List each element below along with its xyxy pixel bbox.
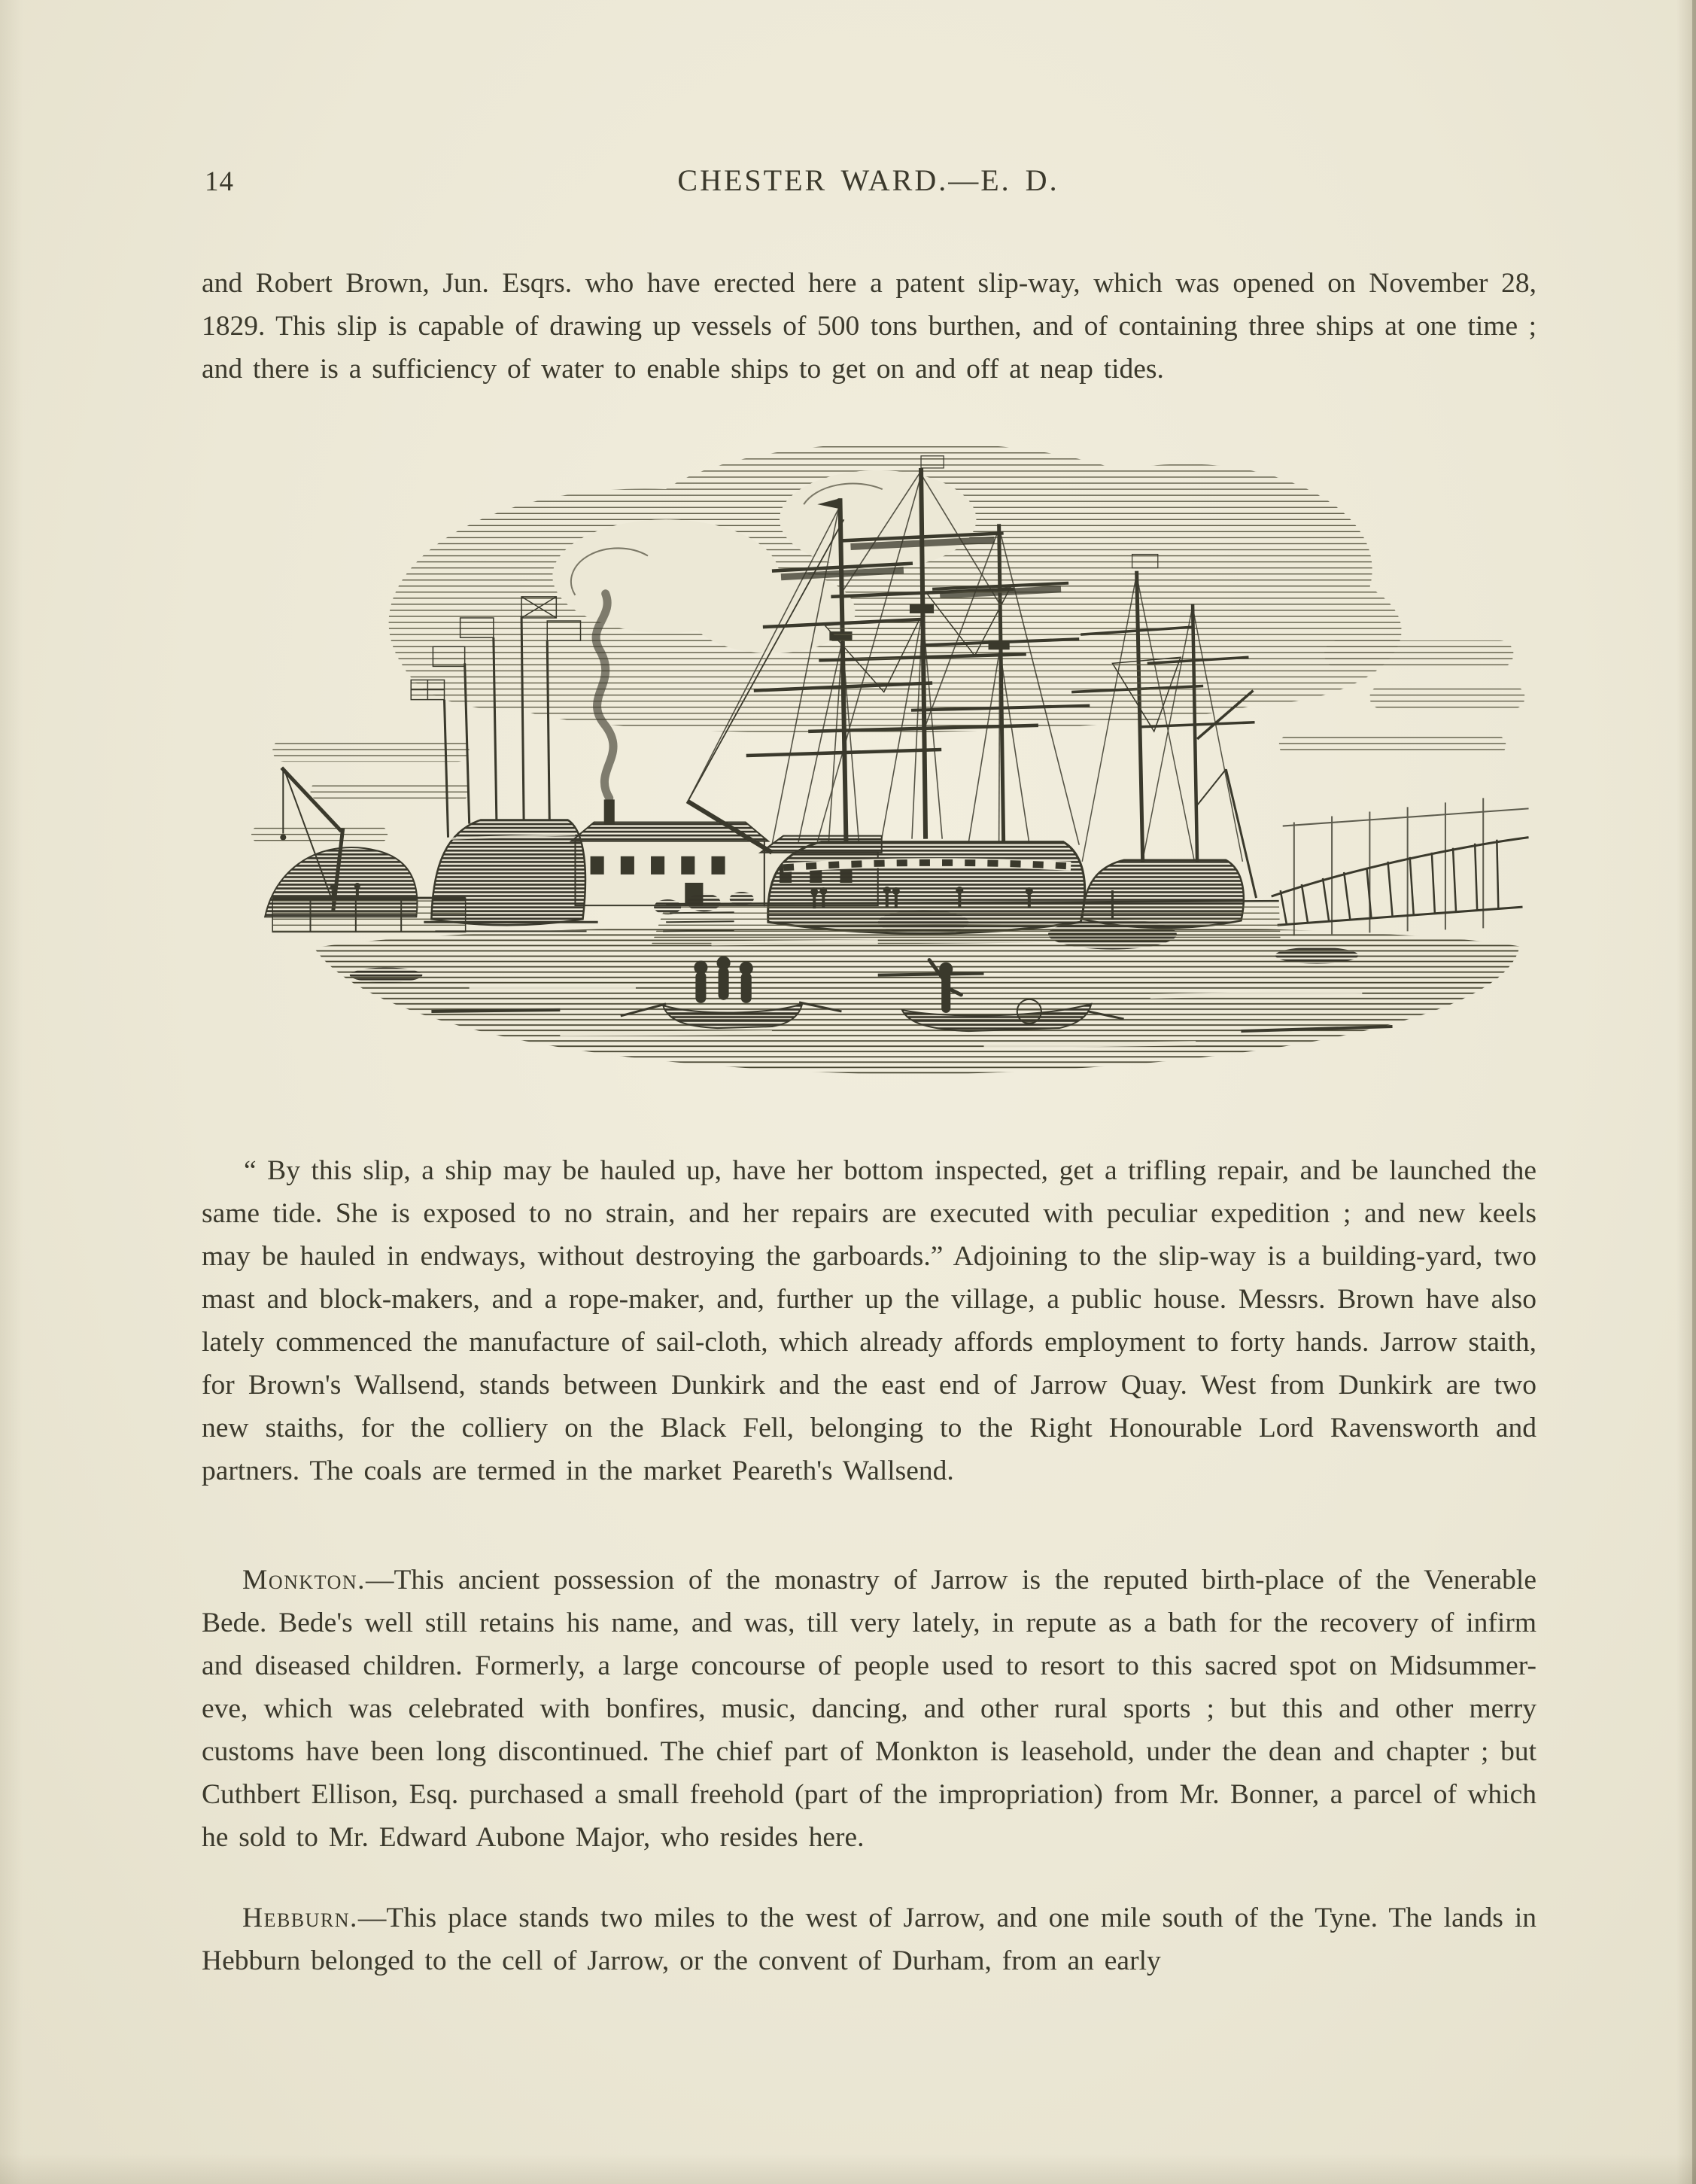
page-number: 14 [205,166,234,197]
paragraph-slipway: and Robert Brown, Jun. Esqrs. who have erected here a patent slip-way, which was opened on November 28, 1829. This slip is capable of drawing up vessels of 500 tons burthen, and of containing three ships at one time ; and there is a sufficiency of water to enable ships to get on and off at neap tides. [202,267,1536,385]
running-header: CHESTER WARD.—E. D. [677,163,1059,197]
monkton-heading: Monkton. [242,1564,366,1595]
hebburn-heading: Hebburn. [242,1902,358,1933]
paragraph-hebburn [202,1897,1536,1982]
monkton-text: —This ancient possession of the monastry of Jarrow is the reputed birth-place of the Venerable Bede. Bede's well still retains his name, and was, till very lately, in repute as a bath for the recovery of infirm and diseased children. Formerly, a large concourse of people used to resort to this sacred spot on Midsummer-eve, which was celebrated with bonfires, music, dancing, and other rural sports ; but this and other merry customs have been long discontinued. The chief part of Monkton is leasehold, under the dean and chapter ; but Cuthbert Ellison, Esq. purchased a small freehold (part of the impropriation) from Mr. Bonner, a parcel of which he sold to Mr. Edward Aubone Major, who resides here. [202,1564,1536,1853]
slipway-engraving-illustration [242,412,1589,1088]
hebburn-text: —This place stands two miles to the west of Jarrow, and one mile south of the Tyne. The lands in Hebburn belonged to the cell of Jarrow, or the convent of Durham, from an early [202,1902,1536,1976]
paragraph-slip-quote: “ By this slip, a ship may be hauled up, have her bottom inspected, get a trifling repair, and be launched the same tide. She is exposed to no strain, and her repairs are executed with peculiar expedition ; and new keels may be hauled in endways, without destroying the garboards.” Adjoining to the slip-way is a building-yard, two mast and block-makers, and a rope-maker, and, further up the village, a public house. Messrs. Brown have also lately commenced the manufacture of sail-cloth, which already affords employment to forty hands. Jarrow staith, for Brown's Wallsend, stands between Dunkirk and the east end of Jarrow Quay. West from Dunkirk are two new staiths, for the colliery on the Black Fell, belonging to the Right Honourable Lord Ravensworth and partners. The coals are termed in the market Peareth's Wallsend. [202,1154,1536,1486]
paragraph-monkton [202,1559,1536,1859]
engraving-water [315,924,1520,1075]
